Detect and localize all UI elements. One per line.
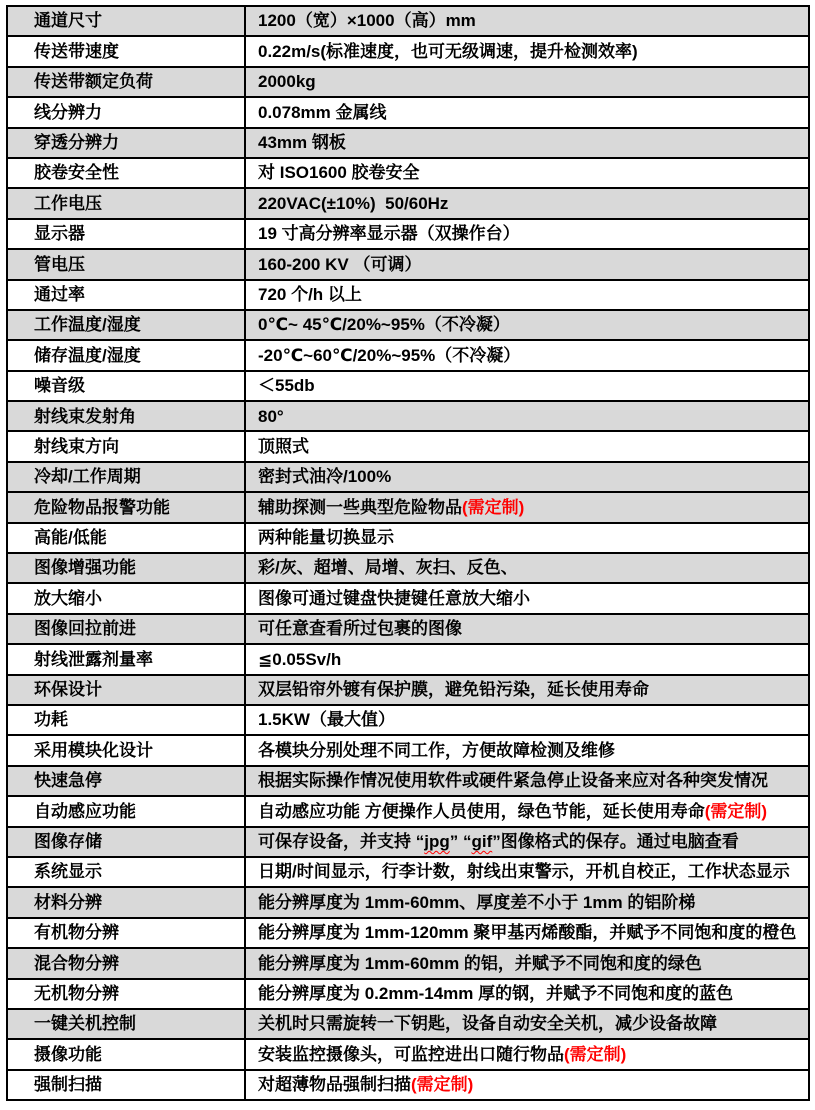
- spec-value-text: 能分辨厚度为 1mm-60mm、厚度差不小于 1mm 的铝阶梯: [258, 892, 696, 912]
- table-row: [7, 735, 809, 765]
- spec-value-cell: [245, 401, 809, 431]
- spec-value-text: 双层铅帘外镀有保护膜，避免铅污染，延长使用寿命: [258, 680, 649, 700]
- spec-value-text: 可任意查看所过包裹的图像: [258, 619, 462, 639]
- table-row: [7, 583, 809, 613]
- spec-value-text: 1.5KW（最大值）: [258, 710, 395, 730]
- table-row: [7, 796, 809, 826]
- table-row: [7, 1009, 809, 1039]
- spec-value-cell: [245, 705, 809, 735]
- table-row: [7, 401, 809, 431]
- spec-label-cell: 冷却/工作周期: [7, 462, 245, 492]
- spec-value-cell: [245, 918, 809, 948]
- spec-value-text: ≦0.05Sv/h: [258, 649, 342, 669]
- spec-label-cell: 传送带额定负荷: [7, 67, 245, 97]
- spec-label-cell: 环保设计: [7, 675, 245, 705]
- spec-value-text: 安装监控摄像头，可监控进出口随行物品: [258, 1044, 564, 1064]
- table-row: [7, 158, 809, 188]
- table-row: [7, 614, 809, 644]
- spec-label-cell: 线分辨力: [7, 97, 245, 127]
- spec-label-cell: 放大缩小: [7, 583, 245, 613]
- spec-label-cell: 摄像功能: [7, 1039, 245, 1069]
- customization-required-note: (需定制): [462, 497, 525, 517]
- spec-value-text: 根据实际操作情况使用软件或硬件紧急停止设备来应对各种突发情况: [258, 771, 768, 791]
- spec-label-cell: 管电压: [7, 249, 245, 279]
- spec-value-cell: [245, 158, 809, 188]
- spec-value-text: 0.078mm 金属线: [258, 102, 387, 122]
- spec-value-text: 关机时只需旋转一下钥匙，设备自动安全关机，减少设备故障: [258, 1014, 717, 1034]
- spec-value-text: 可保存设备，并支持 “: [258, 831, 425, 851]
- spec-label-cell: 储存温度/湿度: [7, 340, 245, 370]
- table-row: [7, 67, 809, 97]
- spec-value-text: 160-200 KV （可调）: [258, 254, 422, 274]
- spec-value-cell: [245, 948, 809, 978]
- spec-value-text: 彩/灰、超增、局增、灰扫、反色、: [258, 558, 518, 578]
- table-row: [7, 979, 809, 1009]
- table-row: [7, 523, 809, 553]
- spec-label-cell: 穿透分辨力: [7, 128, 245, 158]
- spec-value-cell: [245, 887, 809, 917]
- spec-value-cell: [245, 796, 809, 826]
- table-row: [7, 462, 809, 492]
- spec-value-text: 0℃~ 45℃/20%~95%（不冷凝）: [258, 315, 510, 335]
- spec-value-cell: [245, 188, 809, 218]
- table-row: [7, 887, 809, 917]
- spec-value-text: 19 寸高分辨率显示器（双操作台）: [258, 224, 520, 244]
- spec-value-cell: [245, 431, 809, 461]
- spec-value-text: -20℃~60℃/20%~95%（不冷凝）: [258, 345, 521, 365]
- spec-value-text: 密封式油冷/100%: [258, 467, 392, 487]
- spec-label-cell: 自动感应功能: [7, 796, 245, 826]
- table-row: [7, 675, 809, 705]
- spec-value-text: 辅助探测一些典型危险物品: [258, 497, 462, 517]
- spec-value-cell: [245, 1070, 809, 1100]
- spec-value-cell: [245, 371, 809, 401]
- spec-table: [6, 5, 810, 1101]
- spec-label-cell: 射线束方向: [7, 431, 245, 461]
- spec-value-cell: [245, 827, 809, 857]
- spec-value-cell: [245, 553, 809, 583]
- spec-value-text: 0.22m/s(标准速度，也可无级调速，提升检测效率): [258, 41, 638, 61]
- spellcheck-underlined-text: jpg: [424, 831, 450, 851]
- table-row: [7, 340, 809, 370]
- table-row: [7, 128, 809, 158]
- spec-label-cell: 图像回拉前进: [7, 614, 245, 644]
- spec-label-cell: 图像增强功能: [7, 553, 245, 583]
- spec-label-cell: 图像存储: [7, 827, 245, 857]
- spec-value-cell: [245, 1009, 809, 1039]
- spec-value-text: 日期/时间显示，行李计数，射线出束警示，开机自校正，工作状态显示: [258, 862, 790, 882]
- spec-label-cell: 通道尺寸: [7, 6, 245, 36]
- spec-value-cell: [245, 219, 809, 249]
- spec-label-cell: 通过率: [7, 280, 245, 310]
- table-row: [7, 766, 809, 796]
- spec-value-cell: [245, 128, 809, 158]
- table-row: [7, 97, 809, 127]
- spec-value-text: ” “: [449, 831, 472, 851]
- spec-value-text: 220VAC(±10%) 50/60Hz: [258, 193, 449, 213]
- spec-value-text: 对超薄物品强制扫描: [258, 1075, 411, 1095]
- spec-value-cell: [245, 340, 809, 370]
- spec-value-text: 能分辨厚度为 0.2mm-14mm 厚的钢，并赋予不同饱和度的蓝色: [258, 983, 734, 1003]
- spec-label-cell: 材料分辨: [7, 887, 245, 917]
- table-row: [7, 280, 809, 310]
- customization-required-note: (需定制): [564, 1044, 627, 1064]
- spec-label-cell: 有机物分辨: [7, 918, 245, 948]
- spec-value-text: ＜55db: [258, 376, 315, 396]
- spec-value-text: 自动感应功能 方便操作人员使用，绿色节能，延长使用寿命: [258, 801, 705, 821]
- spec-value-text: 对 ISO1600 胶卷安全: [258, 163, 420, 183]
- table-row: [7, 827, 809, 857]
- spec-value-text: 各模块分别处理不同工作，方便故障检测及维修: [258, 740, 615, 760]
- spec-label-cell: 工作温度/湿度: [7, 310, 245, 340]
- spec-table-body: [7, 6, 809, 1100]
- table-row: [7, 492, 809, 522]
- spec-label-cell: 工作电压: [7, 188, 245, 218]
- spec-label-cell: 强制扫描: [7, 1070, 245, 1100]
- spec-value-cell: [245, 675, 809, 705]
- table-row: [7, 371, 809, 401]
- spec-value-text: 2000kg: [258, 72, 316, 92]
- table-row: [7, 1039, 809, 1069]
- spec-label-cell: 显示器: [7, 219, 245, 249]
- table-row: [7, 918, 809, 948]
- spec-value-cell: [245, 614, 809, 644]
- spec-label-cell: 混合物分辨: [7, 948, 245, 978]
- spec-label-cell: 功耗: [7, 705, 245, 735]
- spec-label-cell: 快速急停: [7, 766, 245, 796]
- spec-value-cell: [245, 36, 809, 66]
- spec-value-cell: [245, 462, 809, 492]
- spec-label-cell: 传送带速度: [7, 36, 245, 66]
- spec-value-cell: [245, 249, 809, 279]
- table-row: [7, 6, 809, 36]
- spec-value-cell: [245, 1039, 809, 1069]
- spec-value-cell: [245, 735, 809, 765]
- spec-value-cell: [245, 766, 809, 796]
- table-row: [7, 219, 809, 249]
- spec-value-text: 顶照式: [258, 436, 309, 456]
- table-row: [7, 553, 809, 583]
- table-row: [7, 431, 809, 461]
- spec-value-text: 1200（宽）×1000（高）mm: [258, 11, 476, 31]
- spec-value-text: 两种能量切换显示: [258, 528, 394, 548]
- table-row: [7, 188, 809, 218]
- spec-label-cell: 高能/低能: [7, 523, 245, 553]
- spec-value-text: 720 个/h 以上: [258, 284, 362, 304]
- spec-label-cell: 采用模块化设计: [7, 735, 245, 765]
- table-row: [7, 310, 809, 340]
- spec-value-cell: [245, 280, 809, 310]
- spec-value-cell: [245, 583, 809, 613]
- spec-value-text: 80°: [258, 406, 284, 426]
- spec-value-text: 43mm 钢板: [258, 132, 346, 152]
- spec-value-cell: [245, 67, 809, 97]
- spec-value-text: ”图像格式的保存。通过电脑查看: [492, 831, 739, 851]
- spec-value-cell: [245, 857, 809, 887]
- spec-label-cell: 无机物分辨: [7, 979, 245, 1009]
- spec-value-cell: [245, 523, 809, 553]
- table-row: [7, 249, 809, 279]
- spec-value-cell: [245, 492, 809, 522]
- spec-value-cell: [245, 644, 809, 674]
- spec-label-cell: 射线束发射角: [7, 401, 245, 431]
- customization-required-note: (需定制): [411, 1075, 474, 1095]
- table-row: [7, 857, 809, 887]
- spec-value-cell: [245, 6, 809, 36]
- spec-label-cell: 噪音级: [7, 371, 245, 401]
- spec-label-cell: 胶卷安全性: [7, 158, 245, 188]
- table-row: [7, 705, 809, 735]
- spec-value-cell: [245, 979, 809, 1009]
- table-row: [7, 36, 809, 66]
- spec-value-cell: [245, 310, 809, 340]
- spec-value-text: 能分辨厚度为 1mm-120mm 聚甲基丙烯酸酯，并赋予不同饱和度的橙色: [258, 923, 797, 943]
- table-row: [7, 1070, 809, 1100]
- customization-required-note: (需定制): [704, 801, 768, 821]
- spec-value-text: 能分辨厚度为 1mm-60mm 的铝，并赋予不同饱和度的绿色: [258, 953, 702, 973]
- table-row: [7, 644, 809, 674]
- spec-value-text: 图像可通过键盘快捷键任意放大缩小: [258, 588, 530, 608]
- spec-label-cell: 一键关机控制: [7, 1009, 245, 1039]
- spec-label-cell: 射线泄露剂量率: [7, 644, 245, 674]
- spellcheck-underlined-text: gif: [471, 831, 493, 851]
- spec-label-cell: 系统显示: [7, 857, 245, 887]
- spec-value-cell: [245, 97, 809, 127]
- table-row: [7, 948, 809, 978]
- spec-label-cell: 危险物品报警功能: [7, 492, 245, 522]
